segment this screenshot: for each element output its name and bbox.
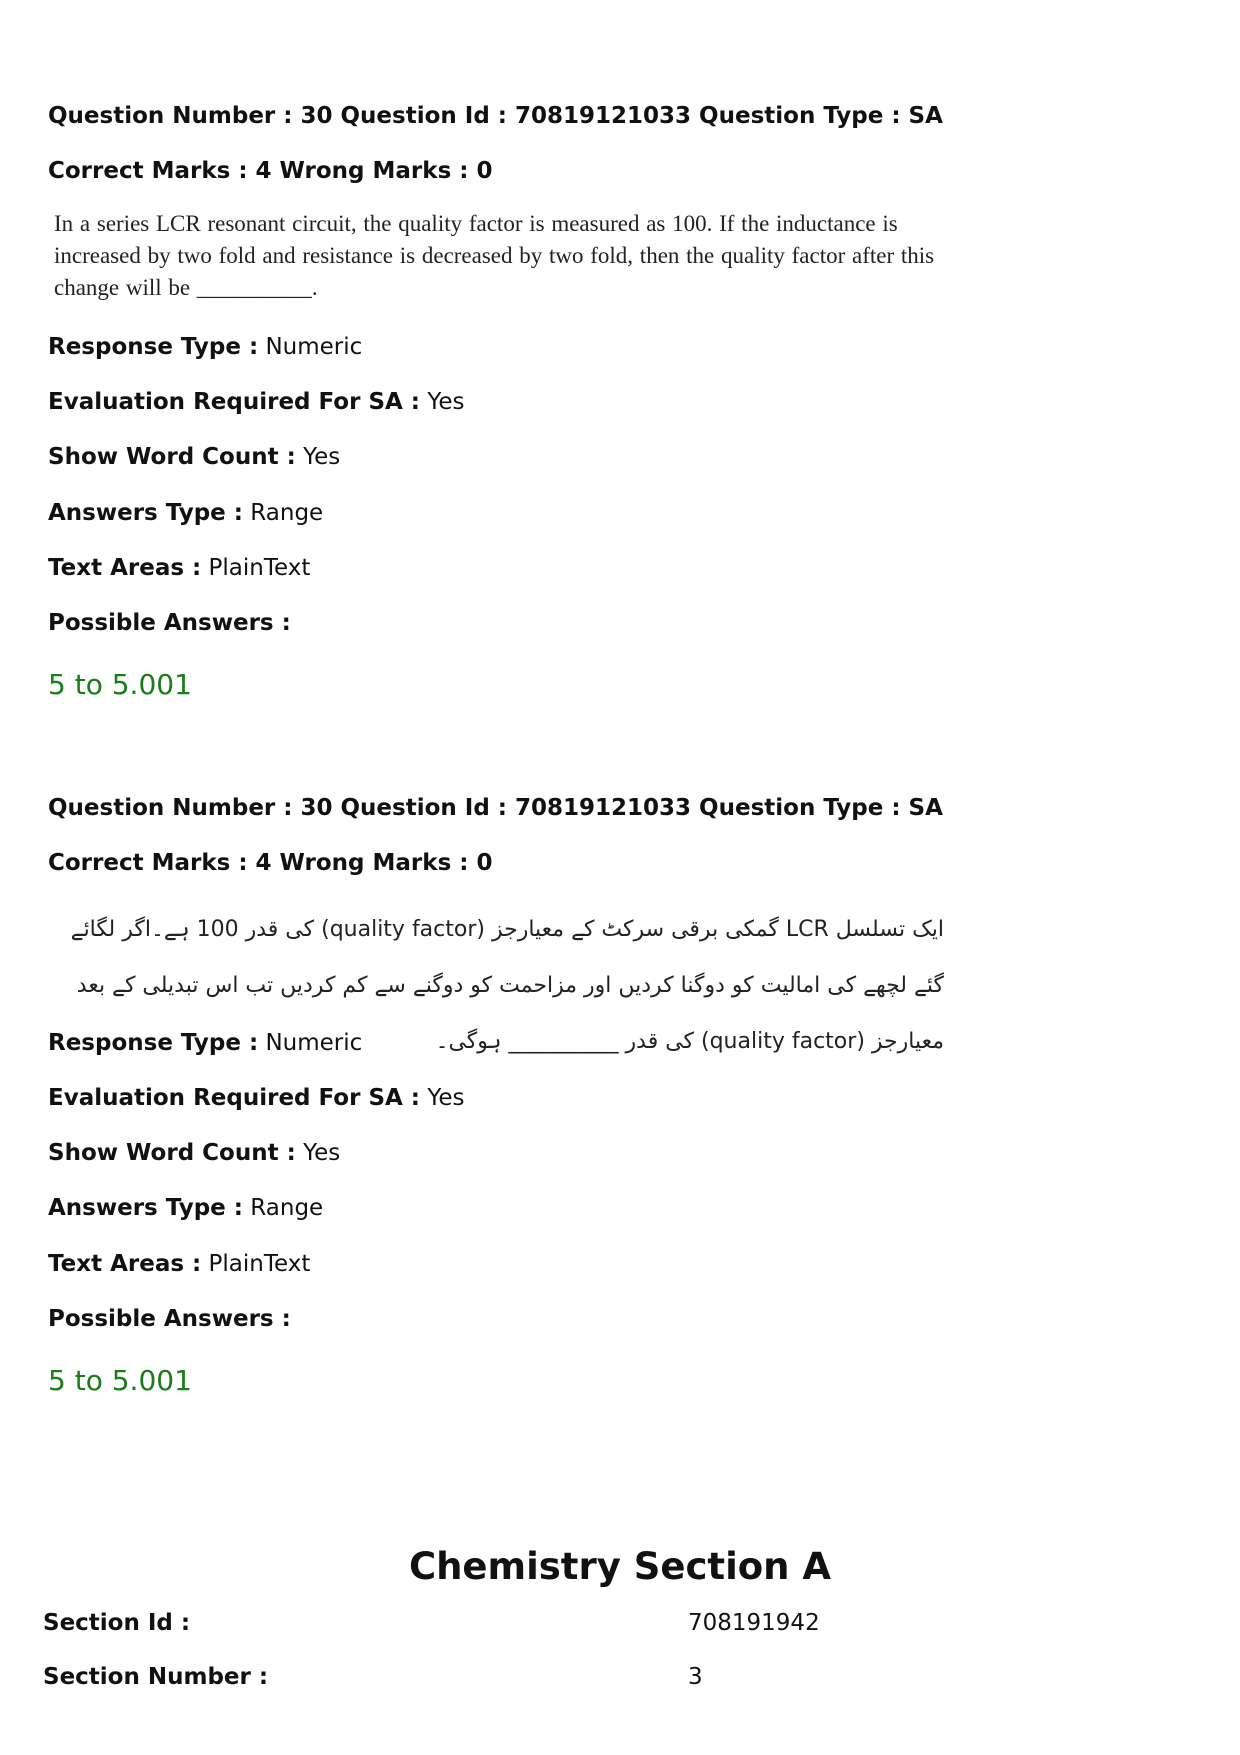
question-header: Question Number : 30 Question Id : 70819121033 Question Type : SA: [48, 795, 943, 821]
question-marks: Correct Marks : 4 Wrong Marks : 0: [48, 850, 493, 876]
field-answers-type: [48, 1193, 323, 1223]
field-label: Response Type :: [48, 1030, 259, 1056]
field-label: Show Word Count :: [48, 444, 296, 470]
section-number-label: Section Number :: [43, 1664, 269, 1690]
field-label: Evaluation Required For SA :: [48, 389, 421, 415]
field-possible-answers: [48, 1304, 291, 1334]
field-label: Answers Type :: [48, 1195, 243, 1221]
field-label: Evaluation Required For SA :: [48, 1085, 421, 1111]
section-title: Chemistry Section A: [408, 1545, 832, 1588]
field-value: PlainText: [208, 555, 311, 581]
field-text-areas: [48, 553, 310, 583]
possible-answer: 5 to 5.001: [48, 668, 192, 701]
field-evaluation-required: [48, 1083, 464, 1113]
field-value: Yes: [427, 389, 465, 415]
field-value: Numeric: [265, 334, 363, 360]
field-value: Numeric: [265, 1030, 363, 1056]
field-label: Text Areas :: [48, 555, 202, 581]
field-label: Show Word Count :: [48, 1140, 296, 1166]
field-label: Response Type :: [48, 334, 259, 360]
field-value: Range: [250, 500, 324, 526]
field-answers-type: [48, 498, 323, 528]
field-label: Possible Answers :: [48, 1306, 291, 1332]
field-label: Possible Answers :: [48, 610, 291, 636]
field-response-type: [48, 1028, 362, 1058]
field-text-areas: [48, 1249, 310, 1279]
field-value: Range: [250, 1195, 324, 1221]
field-evaluation-required: [48, 387, 464, 417]
field-value: PlainText: [208, 1251, 311, 1277]
question-marks: Correct Marks : 4 Wrong Marks : 0: [48, 158, 493, 184]
section-id-value: 708191942: [688, 1610, 820, 1636]
question-text-urdu: ایک تسلسل LCR گمکی برقی سرکٹ کے معیارجز (quality factor) کی قدر 100 ہے۔اگر لگائے گئے لچھے کی امالیت کو دوگنا کردیں اور مزاحمت کو دوگنے سے کم کردیں تب اس تبدیلی کے بعد معیارجز (quality factor) کی قدر __________ ہوگی۔: [70, 917, 944, 1054]
possible-answer: 5 to 5.001: [48, 1364, 192, 1397]
field-show-word-count: [48, 1138, 340, 1168]
field-response-type: [48, 332, 362, 362]
field-label: Answers Type :: [48, 500, 243, 526]
field-possible-answers: [48, 608, 291, 638]
section-id-label: Section Id :: [43, 1610, 191, 1636]
question-text: In a series LCR resonant circuit, the quality factor is measured as 100. If the inductance is increased by two fold and resistance is decreased by two fold, then the quality factor after this change will be __________.: [54, 211, 935, 300]
field-value: Yes: [427, 1085, 465, 1111]
field-value: Yes: [303, 444, 341, 470]
field-show-word-count: [48, 442, 340, 472]
section-number-value: 3: [688, 1664, 703, 1690]
field-value: Yes: [303, 1140, 341, 1166]
question-header: Question Number : 30 Question Id : 70819121033 Question Type : SA: [48, 103, 943, 129]
field-label: Text Areas :: [48, 1251, 202, 1277]
